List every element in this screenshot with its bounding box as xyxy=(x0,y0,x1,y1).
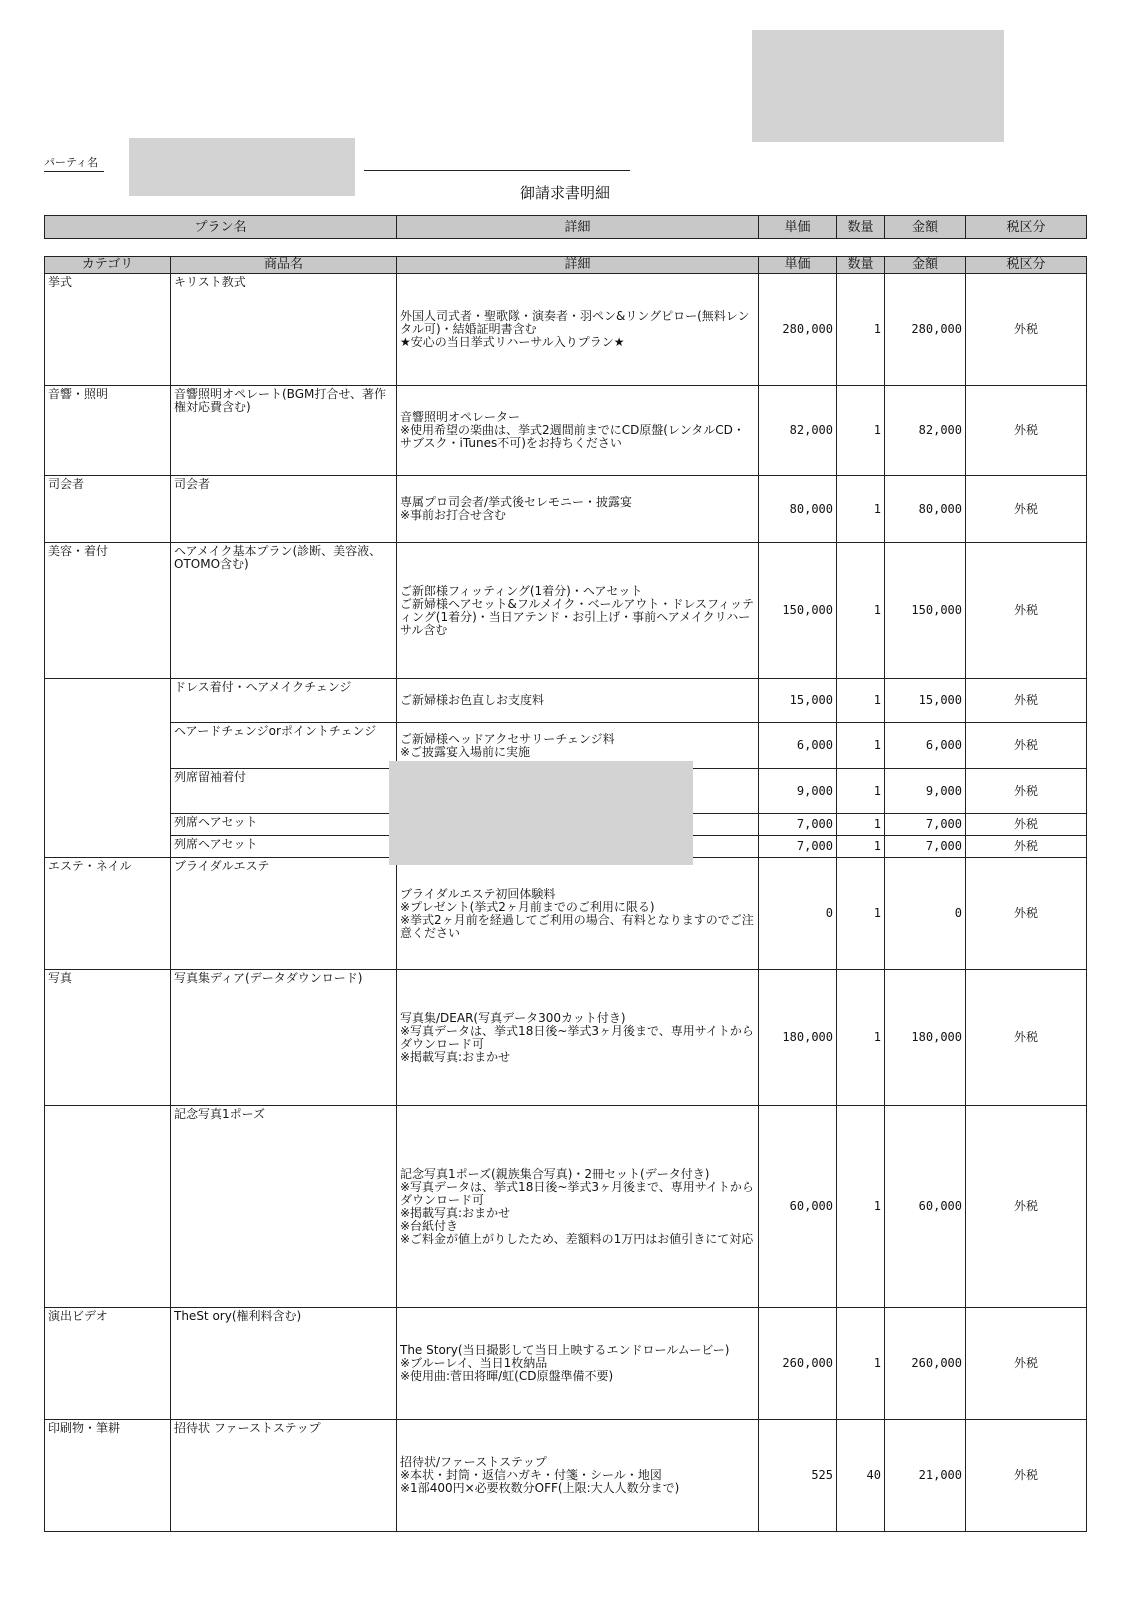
tax-type-cell: 外税 xyxy=(966,476,1087,543)
plan-header-detail: 詳細 xyxy=(397,216,759,239)
tax-type-cell: 外税 xyxy=(966,274,1087,386)
tax-type-cell: 外税 xyxy=(966,769,1087,814)
amount-cell: 15,000 xyxy=(885,679,966,723)
tax-type-cell: 外税 xyxy=(966,543,1087,679)
items-header-tax: 税区分 xyxy=(966,257,1087,274)
product-name-cell: 記念写真1ポーズ xyxy=(171,1106,397,1308)
category-cell xyxy=(45,814,171,836)
category-cell xyxy=(45,723,171,769)
tax-type-cell: 外税 xyxy=(966,386,1087,476)
tax-type-cell: 外税 xyxy=(966,814,1087,836)
unit-price-cell: 9,000 xyxy=(759,769,837,814)
detail-cell: ご新郎様フィッティング(1着分)・ヘアセット ご新婦様ヘアセット&フルメイク・ベールアウト・ドレスフィッティング(1着分)・当日アテンド・お引上げ・事前ヘアメイクリハーサル含む xyxy=(397,543,759,679)
plan-header-plan: プラン名 xyxy=(45,216,397,239)
table-row xyxy=(45,1420,1087,1532)
document-title: 御請求書明細 xyxy=(519,184,610,202)
quantity-cell: 1 xyxy=(837,769,885,814)
amount-cell: 150,000 xyxy=(885,543,966,679)
tax-type-cell: 外税 xyxy=(966,723,1087,769)
amount-cell: 82,000 xyxy=(885,386,966,476)
product-name-cell: ドレス着付・ヘアメイクチェンジ xyxy=(171,679,397,723)
detail-cell: 写真集/DEAR(写真データ300カット付き) ※写真データは、挙式18日後~挙式3ヶ月後まで、専用サイトからダウンロード可 ※掲載写真:おまかせ xyxy=(397,970,759,1106)
quantity-cell: 1 xyxy=(837,970,885,1106)
category-cell xyxy=(45,836,171,858)
items-header-qty: 数量 xyxy=(837,257,885,274)
redacted-party-name xyxy=(129,138,355,196)
detail-cell: 外国人司式者・聖歌隊・演奏者・羽ペン&リングピロー(無料レンタル可)・結婚証明書含む ★安心の当日挙式リハーサル入りプラン★ xyxy=(397,274,759,386)
amount-cell: 0 xyxy=(885,858,966,970)
category-cell: エステ・ネイル xyxy=(45,858,171,970)
tax-type-cell: 外税 xyxy=(966,836,1087,858)
plan-header-unit-price: 単価 xyxy=(759,216,837,239)
product-name-cell: 招待状 ファーストステップ xyxy=(171,1420,397,1532)
items-header-product: 商品名 xyxy=(171,257,397,274)
items-table xyxy=(44,256,1087,1532)
product-name-cell: ヘアメイク基本プラン(診断、美容液、OTOMO含む) xyxy=(171,543,397,679)
category-cell: 印刷物・筆耕 xyxy=(45,1420,171,1532)
product-name-cell: 列席ヘアセット xyxy=(171,836,397,858)
tax-type-cell: 外税 xyxy=(966,858,1087,970)
table-row xyxy=(45,970,1087,1106)
unit-price-cell: 180,000 xyxy=(759,970,837,1106)
amount-cell: 9,000 xyxy=(885,769,966,814)
amount-cell: 21,000 xyxy=(885,1420,966,1532)
quantity-cell: 1 xyxy=(837,836,885,858)
detail-cell: The Story(当日撮影して当日上映するエンドロールムービー) ※ブルーレイ、当日1枚納品 ※使用曲:菅田将暉/虹(CD原盤準備不要) xyxy=(397,1308,759,1420)
category-cell xyxy=(45,769,171,814)
quantity-cell: 1 xyxy=(837,723,885,769)
product-name-cell: 音響照明オペレート(BGM打合せ、著作権対応費含む) xyxy=(171,386,397,476)
unit-price-cell: 0 xyxy=(759,858,837,970)
detail-cell: 音響照明オペレーター ※使用希望の楽曲は、挙式2週間前までにCD原盤(レンタルCD・サブスク・iTunes不可)をお持ちください xyxy=(397,386,759,476)
quantity-cell: 1 xyxy=(837,858,885,970)
amount-cell: 180,000 xyxy=(885,970,966,1106)
unit-price-cell: 7,000 xyxy=(759,814,837,836)
detail-cell: 専属プロ司会者/挙式後セレモニー・披露宴 ※事前お打合せ含む xyxy=(397,476,759,543)
table-row xyxy=(45,543,1087,679)
product-name-cell: TheSt ory(権利料含む) xyxy=(171,1308,397,1420)
category-cell: 美容・着付 xyxy=(45,543,171,679)
quantity-cell: 1 xyxy=(837,543,885,679)
category-cell xyxy=(45,679,171,723)
detail-cell: ご新婦様お色直しお支度料 xyxy=(397,679,759,723)
table-row xyxy=(45,1106,1087,1308)
tax-type-cell: 外税 xyxy=(966,1106,1087,1308)
detail-cell: 記念写真1ポーズ(親族集合写真)・2冊セット(データ付き) ※写真データは、挙式18日後~挙式3ヶ月後まで、専用サイトからダウンロード可 ※掲載写真:おまかせ ※台紙付き ※ご料金が値上がりしたため、差額料の1万円はお値引きにて対応 xyxy=(397,1106,759,1308)
plan-header-amount: 金額 xyxy=(885,216,966,239)
plan-table xyxy=(44,215,1087,239)
items-header-detail: 詳細 xyxy=(397,257,759,274)
unit-price-cell: 6,000 xyxy=(759,723,837,769)
tax-type-cell: 外税 xyxy=(966,1420,1087,1532)
detail-cell: ご新婦様ヘッドアクセサリーチェンジ料 ※ご披露宴入場前に実施 xyxy=(397,723,759,769)
amount-cell: 7,000 xyxy=(885,836,966,858)
tax-type-cell: 外税 xyxy=(966,970,1087,1106)
items-body xyxy=(45,274,1087,1532)
items-table-header xyxy=(45,257,1087,274)
category-cell: 挙式 xyxy=(45,274,171,386)
quantity-cell: 1 xyxy=(837,1106,885,1308)
unit-price-cell: 525 xyxy=(759,1420,837,1532)
quantity-cell: 1 xyxy=(837,476,885,543)
amount-cell: 80,000 xyxy=(885,476,966,543)
amount-cell: 6,000 xyxy=(885,723,966,769)
plan-header-tax: 税区分 xyxy=(966,216,1087,239)
tax-type-cell: 外税 xyxy=(966,1308,1087,1420)
amount-cell: 280,000 xyxy=(885,274,966,386)
amount-cell: 60,000 xyxy=(885,1106,966,1308)
product-name-cell: 写真集ディア(データダウンロード) xyxy=(171,970,397,1106)
detail-cell: ブライダルエステ初回体験料 ※プレゼント(挙式2ヶ月前までのご利用に限る) ※挙式2ヶ月前を経過してご利用の場合、有料となりますのでご注意ください xyxy=(397,858,759,970)
product-name-cell: キリスト教式 xyxy=(171,274,397,386)
table-row xyxy=(45,1308,1087,1420)
category-cell: 写真 xyxy=(45,970,171,1106)
category-cell xyxy=(45,1106,171,1308)
plan-header-qty: 数量 xyxy=(837,216,885,239)
quantity-cell: 1 xyxy=(837,679,885,723)
unit-price-cell: 60,000 xyxy=(759,1106,837,1308)
product-name-cell: ブライダルエステ xyxy=(171,858,397,970)
unit-price-cell: 80,000 xyxy=(759,476,837,543)
category-cell: 演出ビデオ xyxy=(45,1308,171,1420)
table-row xyxy=(45,858,1087,970)
product-name-cell: ヘアードチェンジorポイントチェンジ xyxy=(171,723,397,769)
quantity-cell: 1 xyxy=(837,386,885,476)
product-name-cell: 列席留袖着付 xyxy=(171,769,397,814)
unit-price-cell: 7,000 xyxy=(759,836,837,858)
product-name-cell: 司会者 xyxy=(171,476,397,543)
amount-cell: 260,000 xyxy=(885,1308,966,1420)
items-header-amount: 金額 xyxy=(885,257,966,274)
table-row xyxy=(45,476,1087,543)
amount-cell: 7,000 xyxy=(885,814,966,836)
items-header-unit-price: 単価 xyxy=(759,257,837,274)
redacted-stamp-box xyxy=(752,30,1004,142)
party-name-underline xyxy=(364,170,630,171)
quantity-cell: 40 xyxy=(837,1420,885,1532)
unit-price-cell: 15,000 xyxy=(759,679,837,723)
quantity-cell: 1 xyxy=(837,1308,885,1420)
items-header-category: カテゴリ xyxy=(45,257,171,274)
unit-price-cell: 150,000 xyxy=(759,543,837,679)
quantity-cell: 1 xyxy=(837,274,885,386)
table-row xyxy=(45,274,1087,386)
detail-cell: 招待状/ファーストステップ ※本状・封筒・返信ハガキ・付箋・シール・地図 ※1部400円×必要枚数分OFF(上限:大人人数分まで) xyxy=(397,1420,759,1532)
quantity-cell: 1 xyxy=(837,814,885,836)
plan-table-header xyxy=(45,216,1087,239)
unit-price-cell: 260,000 xyxy=(759,1308,837,1420)
category-cell: 音響・照明 xyxy=(45,386,171,476)
unit-price-cell: 82,000 xyxy=(759,386,837,476)
product-name-cell: 列席ヘアセット xyxy=(171,814,397,836)
unit-price-cell: 280,000 xyxy=(759,274,837,386)
category-cell: 司会者 xyxy=(45,476,171,543)
table-row xyxy=(45,679,1087,723)
table-row xyxy=(45,386,1087,476)
party-name-label: パーティ名 xyxy=(44,154,104,172)
tax-type-cell: 外税 xyxy=(966,679,1087,723)
redacted-detail-block xyxy=(389,761,693,865)
